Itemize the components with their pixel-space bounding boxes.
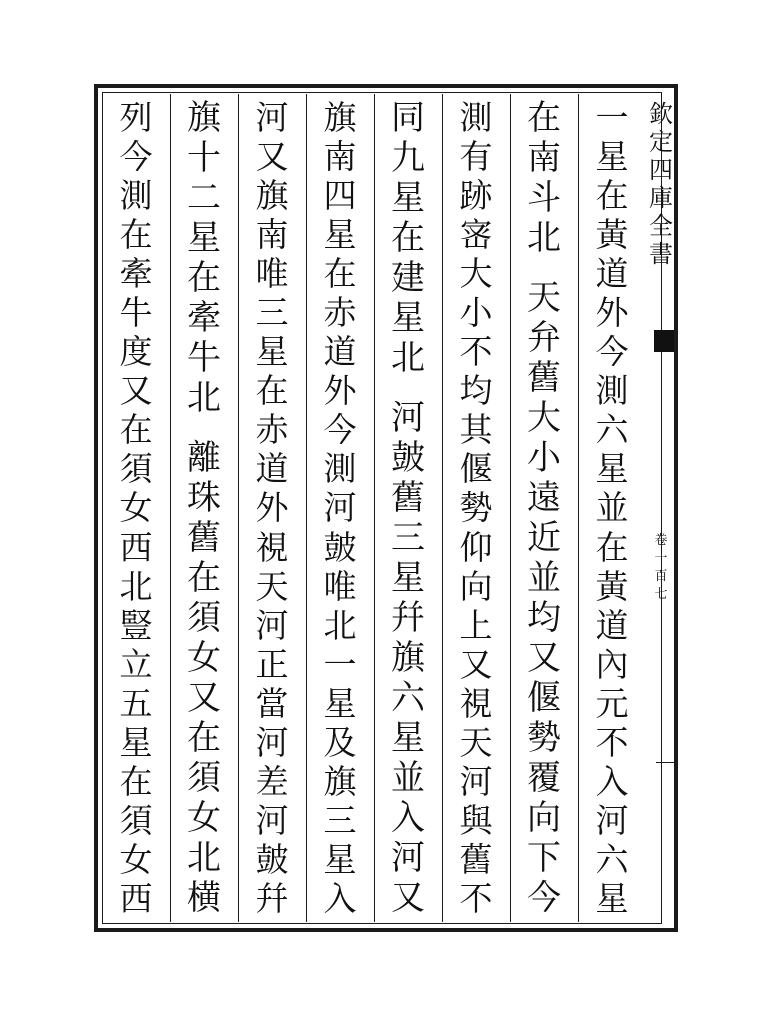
text-segment: 測 有 跡 宻 大 小 不 均 其 偃 勢 仰 向 上 又 視 天 河 與 舊 不 [459,98,493,918]
text-segment: 河 皷 舊 三 星 幷 旗 六 星 並 入 河 又 [391,398,425,918]
text-column-5 [307,100,373,920]
text-segment: 離 珠 舊 在 須 女 又 在 須 女 北 横 [187,438,221,918]
gutter-rule [656,762,674,763]
text-segment: 旗 十 二 星 在 牽 牛 北 [187,98,221,418]
text-column-3 [443,100,509,920]
text-column-8 [103,100,169,920]
page-gutter [646,92,676,924]
text-segment: 同 九 星 在 建 星 北 [391,98,425,378]
text-segment: 河 又 旗 南 唯 三 星 在 赤 道 外 視 天 河 正 當 河 差 河 皷 幷 [255,98,289,918]
fish-tail-mark [654,330,674,352]
text-segment: 列 今 測 在 牽 牛 度 又 在 須 女 西 北 豎 立 五 星 在 須 女 西 [119,98,153,918]
text-segment: 在 南 斗 北 [527,98,561,258]
text-column-2 [511,100,577,920]
text-column-7 [171,100,237,920]
gutter-volume-vertical: 卷 一 百 七 [654,533,668,602]
text-segment: 旗 南 四 星 在 赤 道 外 今 測 河 皷 唯 北 一 星 及 旗 三 星 入 [323,98,357,918]
text-column-4 [375,100,441,920]
text-column-1 [579,100,645,920]
text-column-6 [239,100,305,920]
text-segment: 天 弁 舊 大 小 遠 近 並 均 又 偃 勢 覆 向 下 今 [527,278,561,918]
text-segment: 一 星 在 黃 道 外 今 測 六 星 並 在 黃 道 內 元 不 入 河 六 星 [595,98,629,918]
gutter-title-vertical: 欽 定 四 庫 全 書 [649,100,673,268]
